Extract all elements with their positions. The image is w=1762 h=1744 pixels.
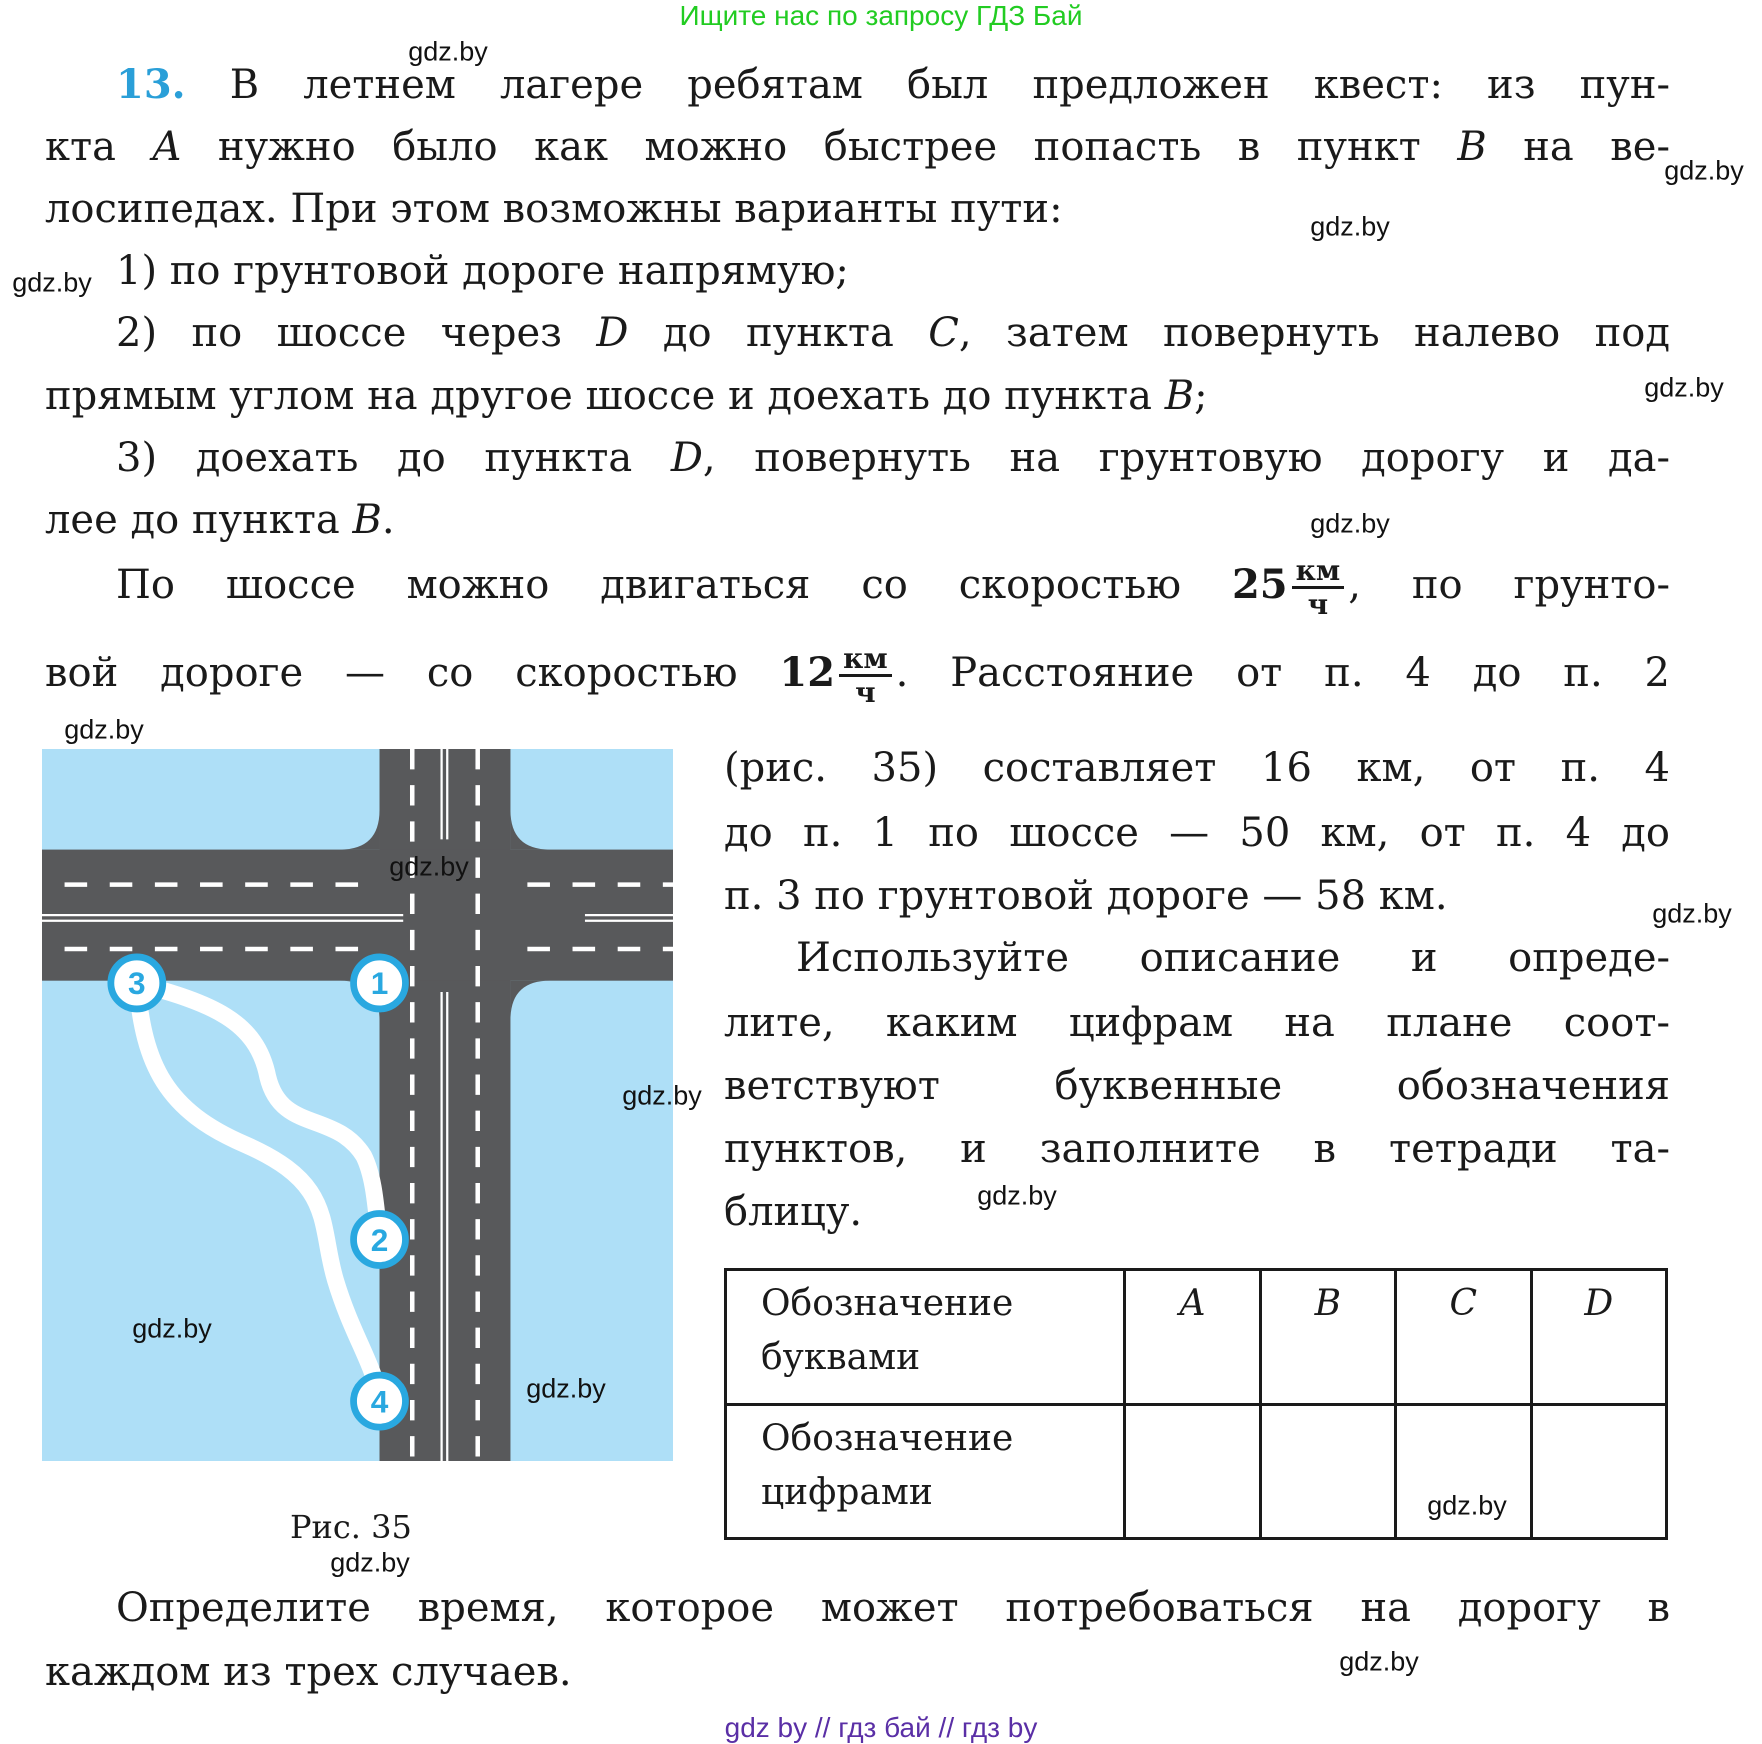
watermark: gdz.by bbox=[1644, 372, 1724, 403]
table-row bbox=[726, 1404, 1667, 1539]
text-line bbox=[724, 1181, 1670, 1243]
text-line bbox=[116, 240, 1670, 302]
point-marker-2 bbox=[354, 1213, 406, 1265]
point-marker-3 bbox=[111, 957, 163, 1009]
speed-value: 25 bbox=[1231, 561, 1288, 608]
point-letter: B bbox=[1457, 124, 1487, 170]
watermark: gdz.by bbox=[1427, 1490, 1507, 1521]
fraction-denominator: ч bbox=[1307, 587, 1329, 621]
text-segment: По шоссе можно двигаться со скоростью bbox=[116, 562, 1232, 608]
text-line bbox=[724, 1118, 1670, 1180]
text-line bbox=[45, 178, 1670, 240]
text-segment: пунктов, и заполните в тетради та- bbox=[724, 1126, 1670, 1172]
text-line bbox=[724, 737, 1670, 799]
text-segment: до пункта bbox=[628, 310, 929, 356]
watermark: gdz.by bbox=[408, 36, 488, 67]
text-segment: на ве- bbox=[1486, 124, 1670, 170]
point-letter: B bbox=[352, 497, 382, 543]
text-line bbox=[724, 802, 1670, 864]
text-segment: 2) по шоссе через bbox=[116, 310, 597, 356]
watermark: gdz.by bbox=[64, 714, 144, 745]
text-segment: . bbox=[381, 497, 395, 543]
point-marker-4 bbox=[354, 1375, 406, 1427]
point-letter: B bbox=[1164, 373, 1195, 419]
text-segment: п. 3 по грунтовой дороге — 58 км. bbox=[724, 873, 1448, 919]
point-letter: C bbox=[928, 310, 959, 356]
text-segment: кта bbox=[45, 124, 153, 170]
text-segment: , затем повернуть налево под bbox=[958, 310, 1671, 356]
text-segment: 1) по грунтовой дороге напрямую; bbox=[116, 248, 849, 294]
text-segment: Определите время, которое может потребоваться на дорогу в bbox=[116, 1585, 1670, 1631]
watermark: gdz.by bbox=[330, 1547, 410, 1578]
text-segment: нужно было как можно быстрее попасть в пункт bbox=[181, 124, 1458, 170]
point-marker-1 bbox=[354, 957, 406, 1009]
fraction-numerator: км bbox=[839, 644, 892, 677]
watermark: gdz.by bbox=[1310, 211, 1390, 242]
cell-digit-b bbox=[1260, 1404, 1395, 1539]
text-segment: 3) доехать до пункта bbox=[116, 435, 671, 481]
watermark: gdz.by bbox=[977, 1180, 1057, 1211]
text-line bbox=[116, 427, 1670, 489]
watermark: gdz.by bbox=[1664, 155, 1744, 186]
text-line bbox=[116, 54, 1670, 116]
figure-caption: Рис. 35 bbox=[290, 1508, 412, 1546]
row-header-digits: Обозначение цифрами bbox=[726, 1404, 1125, 1539]
text-segment: , повернуть на грунтовую дорогу и да- bbox=[702, 435, 1670, 481]
text-segment: прямым углом на другое шоссе и доехать до пункта bbox=[45, 373, 1165, 419]
watermark: gdz.by bbox=[1310, 508, 1390, 539]
text-segment: лосипедах. При этом возможны варианты пути: bbox=[45, 186, 1063, 232]
cell-letter-d: D bbox=[1531, 1270, 1667, 1405]
unit-fraction bbox=[839, 641, 892, 709]
point-number: 4 bbox=[370, 1383, 389, 1420]
text-line bbox=[724, 992, 1670, 1054]
watermark: gdz.by bbox=[526, 1373, 606, 1404]
cell-letter-a: A bbox=[1125, 1270, 1260, 1405]
fraction-numerator: км bbox=[1292, 556, 1345, 589]
speed-value: 12 bbox=[779, 649, 836, 696]
watermark: gdz.by bbox=[389, 851, 469, 882]
text-line bbox=[45, 641, 1670, 709]
text-segment: вой дороге — со скоростью bbox=[45, 650, 780, 696]
point-letter: D bbox=[670, 435, 703, 481]
point-number: 3 bbox=[128, 965, 146, 1002]
text-segment: ветствуют буквенные обозначения bbox=[724, 1063, 1670, 1109]
point-number: 1 bbox=[370, 965, 389, 1002]
watermark: gdz.by bbox=[622, 1080, 702, 1111]
watermark: gdz.by bbox=[132, 1313, 212, 1344]
text-segment: , по грунто- bbox=[1348, 562, 1670, 608]
point-letter: D bbox=[596, 310, 629, 356]
text-segment: блицу. bbox=[724, 1189, 863, 1235]
text-segment: Используйте описание и опреде- bbox=[796, 935, 1670, 981]
watermark: gdz.by bbox=[12, 267, 92, 298]
cell-digit-d bbox=[1531, 1404, 1667, 1539]
figure-35-road-map bbox=[42, 749, 673, 1461]
row-header-letters: Обозначение буквами bbox=[726, 1270, 1125, 1405]
text-segment: каждом из трех случаев. bbox=[45, 1649, 572, 1695]
text-segment: . Расстояние от п. 4 до п. 2 bbox=[895, 650, 1670, 696]
text-segment: (рис. 35) составляет 16 км, от п. 4 bbox=[724, 745, 1670, 791]
search-banner: Ищите нас по запросу ГДЗ Бай bbox=[679, 0, 1083, 31]
unit-fraction bbox=[1292, 553, 1345, 621]
text-line bbox=[116, 1577, 1670, 1639]
text-line bbox=[116, 553, 1670, 621]
text-segment: В летнем лагере ребятам был предложен квест: из пун- bbox=[185, 62, 1670, 108]
watermark: gdz.by bbox=[1339, 1646, 1419, 1677]
table-row bbox=[726, 1270, 1667, 1405]
cell-letter-b: B bbox=[1260, 1270, 1395, 1405]
text-segment: лите, каким цифрам на плане соот- bbox=[724, 1000, 1670, 1046]
text-line bbox=[45, 489, 1670, 551]
cell-letter-c: C bbox=[1396, 1270, 1531, 1405]
problem-number: 13. bbox=[116, 61, 186, 108]
text-line bbox=[45, 116, 1670, 178]
text-line bbox=[116, 302, 1670, 364]
text-line bbox=[724, 865, 1670, 927]
point-letter: A bbox=[152, 124, 182, 170]
watermark: gdz.by bbox=[1652, 898, 1732, 929]
text-line bbox=[796, 927, 1670, 989]
text-line bbox=[724, 1055, 1670, 1117]
cell-digit-a bbox=[1125, 1404, 1260, 1539]
fraction-denominator: ч bbox=[855, 675, 876, 709]
text-line bbox=[45, 365, 1670, 427]
footer-links: gdz by // гдз бай // гдз by bbox=[724, 1712, 1038, 1743]
point-number: 2 bbox=[370, 1221, 389, 1258]
answer-table bbox=[724, 1268, 1668, 1540]
text-segment: до п. 1 по шоссе — 50 км, от п. 4 до bbox=[724, 810, 1670, 856]
text-segment: ; bbox=[1194, 373, 1208, 419]
text-line bbox=[45, 1641, 1670, 1703]
text-segment: лее до пункта bbox=[45, 497, 353, 543]
